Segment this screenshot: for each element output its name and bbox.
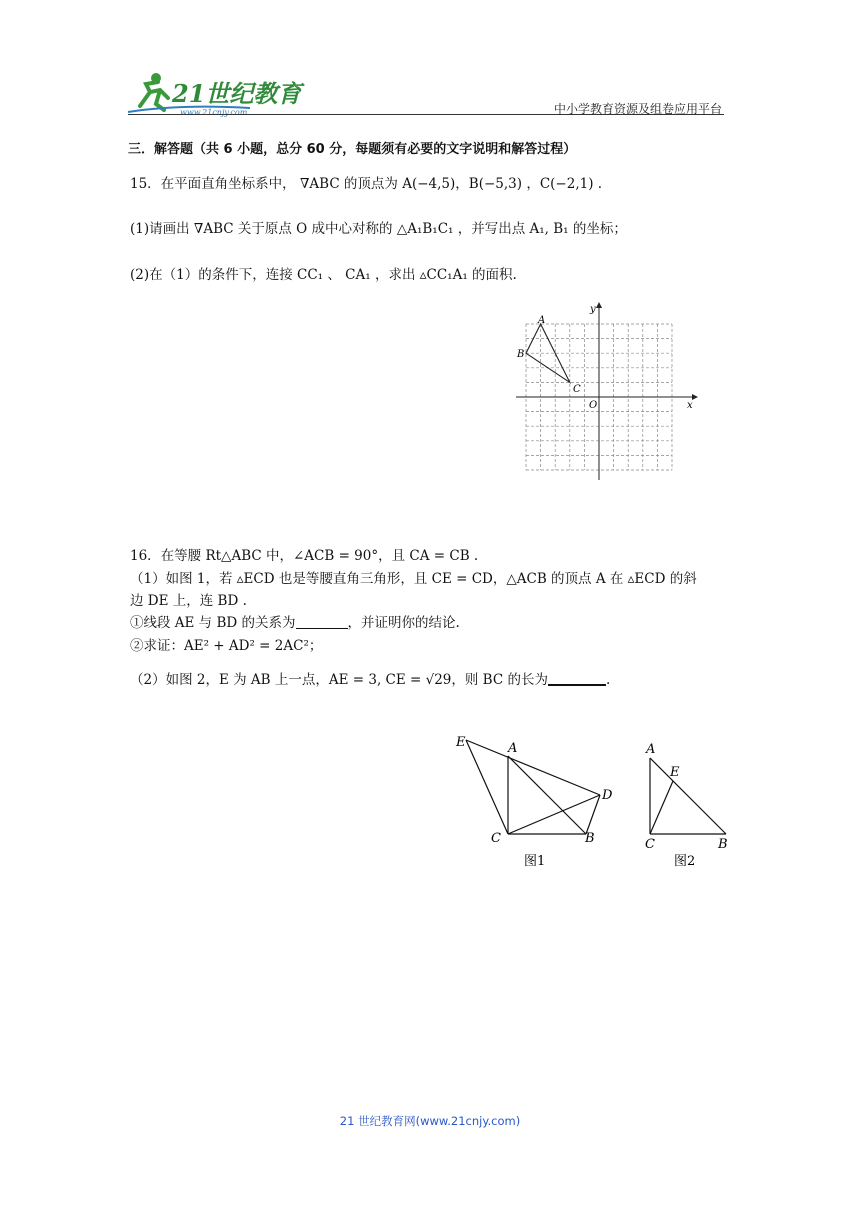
point-c-label: C bbox=[573, 384, 581, 395]
q16-item2: ②求证：AE² + AD² = 2AC²； bbox=[130, 638, 323, 654]
q15-coordinate-grid bbox=[510, 300, 700, 482]
fig2-label-b: B bbox=[718, 837, 728, 852]
answer-blank bbox=[548, 670, 606, 686]
point-b-label: B bbox=[517, 349, 525, 360]
q16-part2-suffix: . bbox=[605, 672, 611, 688]
y-axis-label: y bbox=[590, 304, 596, 315]
logo-url: www.21cnjy.com bbox=[180, 108, 248, 117]
logo-text: 21世纪教育 bbox=[172, 79, 302, 108]
point-a-label: A bbox=[538, 315, 546, 326]
q15-intro: 15．在平面直角坐标系中， ∇ABC 的顶点为 A(−4,5)，B(−5,3) ，C(−2,1) . bbox=[130, 176, 603, 192]
fig2-caption: 图2 bbox=[674, 854, 696, 869]
runner-logo-icon bbox=[120, 68, 320, 118]
fig2-label-e: E bbox=[670, 765, 680, 780]
header-divider bbox=[128, 114, 724, 115]
y-axis bbox=[596, 302, 602, 480]
platform-name: 中小学教育资源及组卷应用平台 bbox=[553, 102, 722, 116]
fig2-label-c: C bbox=[645, 837, 655, 852]
q15-part1: (1)请画出 ∇ABC 关于原点 O 成中心对称的 △A₁B₁C₁ ，并写出点 A₁, B₁ 的坐标； bbox=[130, 221, 627, 237]
fig1-label-c: C bbox=[491, 831, 501, 846]
x-axis bbox=[516, 394, 698, 400]
q16-part1-line1: （1）如图 1，若 ▵ECD 也是等腰直角三角形，且 CE = CD，△ACB 的顶点 A 在 ▵ECD 的斜 bbox=[130, 571, 697, 587]
q16-figure-2 bbox=[640, 738, 740, 878]
fig2-label-a: A bbox=[646, 742, 656, 757]
figure-2-lines bbox=[650, 758, 726, 834]
q16-item1 bbox=[130, 613, 460, 633]
section-title: 三．解答题（共 6 小题，总分 60 分，每题须有必要的文字说明和解答过程） bbox=[128, 142, 577, 157]
fig1-label-b: B bbox=[585, 831, 595, 846]
q16-item1-suffix: ，并证明你的结论. bbox=[347, 615, 460, 631]
answer-blank bbox=[296, 614, 348, 629]
q16-part2-text: （2）如图 2，E 为 AB 上一点，AE = 3, CE = √29，则 BC 的长为 bbox=[130, 672, 548, 688]
q16-intro: 16．在等腰 Rt△ABC 中，∠ACB = 90°，且 CA = CB . bbox=[130, 548, 479, 564]
footer-link[interactable]: 21 世纪教育网(www.21cnjy.com) bbox=[339, 1114, 521, 1128]
x-axis-label: x bbox=[687, 400, 693, 411]
fig1-label-e: E bbox=[456, 735, 466, 750]
fig1-caption: 图1 bbox=[524, 854, 546, 869]
logo bbox=[120, 68, 320, 118]
fig1-label-d: D bbox=[602, 788, 613, 803]
q15-part2: (2)在（1）的条件下，连接 CC₁ 、 CA₁ ，求出 ▵CC₁A₁ 的面积. bbox=[130, 267, 517, 283]
q16-item1-text: ①线段 AE 与 BD 的关系为 bbox=[130, 615, 296, 631]
fig1-label-a: A bbox=[508, 741, 518, 756]
y-axis-arrow-icon bbox=[596, 302, 602, 308]
origin-label: O bbox=[589, 400, 598, 411]
figure-1-lines bbox=[466, 740, 600, 834]
q16-part2 bbox=[130, 670, 610, 690]
x-axis-arrow-icon bbox=[692, 394, 698, 400]
q16-figure-1 bbox=[448, 728, 628, 878]
q16-part1-line2: 边 DE 上，连 BD . bbox=[130, 593, 247, 609]
